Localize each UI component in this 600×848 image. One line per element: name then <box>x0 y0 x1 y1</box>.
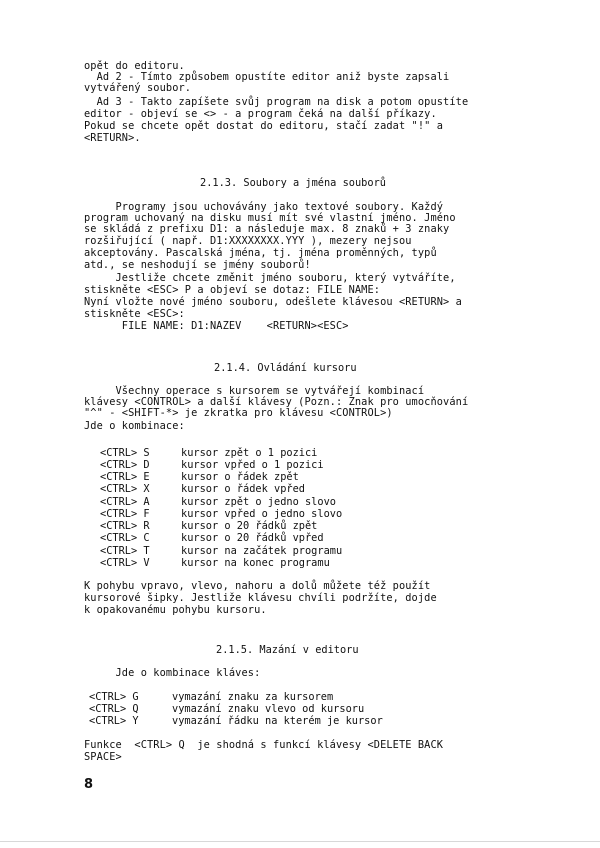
text-line: K pohybu vpravo, vlevo, nahoru a dolů můžete též použít <box>84 580 431 592</box>
text-line: Ad 3 - Takto zapíšete svůj program na disk a potom opustíte <box>84 96 469 108</box>
text-line: vytvářený soubor. <box>84 82 192 94</box>
text-line: atd., se neshodují se jmény souborů! <box>84 259 311 271</box>
key-combo: <CTRL> D <box>100 459 150 471</box>
text-line: FILE NAME: D1:NAZEV <RETURN><ESC> <box>84 320 349 332</box>
key-combo: <CTRL> X <box>100 483 150 495</box>
text-line: Jde o kombinace: <box>84 420 185 432</box>
text-line: Ad 2 - Tímto způsobem opustíte editor aniž byste zapsali <box>84 71 450 83</box>
text-line: editor - objeví se <> - a program čeká na další příkazy. <box>84 108 437 120</box>
bottom-edge-line <box>0 841 600 842</box>
key-combo: <CTRL> G <box>89 691 139 703</box>
key-combo: <CTRL> Q <box>89 703 139 715</box>
text-line: akceptovány. Pascalská jména, tj. jména proměnných, typů <box>84 247 437 259</box>
key-combo: <CTRL> R <box>100 520 150 532</box>
key-combo: <CTRL> S <box>100 447 150 459</box>
text-line: Jde o kombinace kláves: <box>84 667 261 679</box>
key-description: vymazání řádku na kterém je kursor <box>172 715 383 727</box>
key-description: kursor o řádek vpřed <box>181 483 305 495</box>
key-description: kursor zpět o 1 pozici <box>181 447 318 459</box>
text-line: opět do editoru. <box>84 60 185 72</box>
section-heading-2-1-4: 2.1.4. Ovládání kursoru <box>214 362 357 374</box>
key-description: kursor na začátek programu <box>181 545 343 557</box>
page-number: 8 <box>84 777 94 792</box>
text-line: k opakovanému pohybu kursoru. <box>84 604 267 616</box>
key-description: kursor o 20 řádků vpřed <box>181 532 324 544</box>
key-combo: <CTRL> T <box>100 545 150 557</box>
key-combo: <CTRL> E <box>100 471 150 483</box>
key-description: vymazání znaku vlevo od kursoru <box>172 703 365 715</box>
key-combo: <CTRL> A <box>100 496 150 508</box>
text-line: Pokud se chcete opět dostat do editoru, stačí zadat "!" a <box>84 120 444 132</box>
text-line: SPACE> <box>84 751 122 763</box>
text-line: klávesy <CONTROL> a další klávesy (Pozn.: Znak pro umocňování <box>84 396 469 408</box>
text-line: "^" - <SHIFT-*> je zkratka pro klávesu <CONTROL>) <box>84 407 393 419</box>
text-line: <RETURN>. <box>84 132 141 144</box>
text-line: se skládá z prefixu D1: a následuje max. 8 znaků + 3 znaky <box>84 223 450 235</box>
key-description: kursor zpět o jedno slovo <box>181 496 336 508</box>
text-line: stiskněte <ESC> P a objeví se dotaz: FILE NAME: <box>84 284 381 296</box>
text-line: Programy jsou uchovávány jako textové soubory. Každý <box>84 201 444 213</box>
section-heading-2-1-5: 2.1.5. Mazání v editoru <box>216 644 359 656</box>
key-description: kursor vpřed o 1 pozici <box>181 459 324 471</box>
key-description: kursor vpřed o jedno slovo <box>181 508 343 520</box>
key-combo: <CTRL> Y <box>89 715 139 727</box>
section-heading-2-1-3: 2.1.3. Soubory a jména souborů <box>200 177 386 189</box>
text-line: program uchovaný na disku musí mít své vlastní jméno. Jméno <box>84 212 456 224</box>
text-line: rozšiřující ( např. D1:XXXXXXXX.YYY ), mezery nejsou <box>84 235 412 247</box>
text-line: stiskněte <ESC>: <box>84 308 185 320</box>
key-combo: <CTRL> F <box>100 508 150 520</box>
key-description: vymazání znaku za kursorem <box>172 691 334 703</box>
text-line: Všechny operace s kursorem se vytvářejí kombinací <box>84 385 425 397</box>
key-combo: <CTRL> V <box>100 557 150 569</box>
text-line: Nyní vložte nové jméno souboru, odešlete klávesou <RETURN> a <box>84 296 462 308</box>
key-description: kursor o 20 řádků zpět <box>181 520 318 532</box>
text-line: Jestliže chcete změnit jméno souboru, který vytváříte, <box>84 272 456 284</box>
text-line: Funkce <CTRL> Q je shodná s funkcí klávesy <DELETE BACK <box>84 739 444 751</box>
key-description: kursor na konec programu <box>181 557 330 569</box>
text-line: kursorové šipky. Jestliže klávesu chvíli podržíte, dojde <box>84 592 437 604</box>
key-description: kursor o řádek zpět <box>181 471 299 483</box>
key-combo: <CTRL> C <box>100 532 150 544</box>
